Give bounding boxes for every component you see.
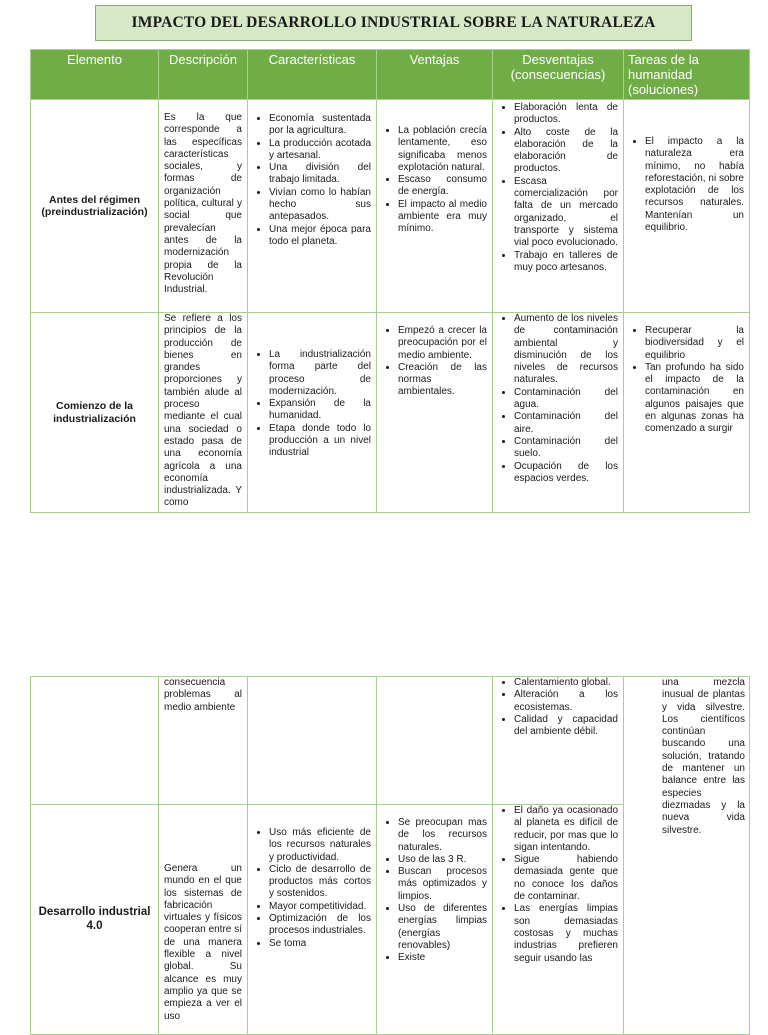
header-elemento: Elemento [31, 50, 159, 100]
list-item: • Calentamiento global. [514, 677, 618, 689]
list-item: • Trabajo en talleres de muy poco artesanos. [514, 250, 618, 275]
table-row [31, 100, 750, 313]
row-disadvantages [493, 677, 624, 805]
list-item: • Una mejor época para todo el planeta. [269, 224, 371, 249]
list-item: • Alto coste de la elaboración de la elaboración de productos. [514, 127, 618, 176]
row-element [31, 677, 159, 805]
list-item: • Empezó a crecer la preocupación por el medio ambiente. [398, 325, 487, 362]
list-item: • Escaso consumo de energía. [398, 174, 487, 199]
list-item: • Tan profundo ha sido el impacto de la contaminación en algunos paisajes que en algunas zonas ha comenzado a surgir [645, 362, 744, 436]
row-element: Antes del régimen (preindustrialización) [31, 100, 159, 313]
list-item: • Una división del trabajo limitada. [269, 162, 371, 187]
row-description: Genera un mundo en el que los sistemas de fabricación virtuales y físicos cooperan entre sí de una manera flexible a nivel global. Su alcance es muy amplio ya que se empieza a ver el uso [159, 805, 248, 1035]
list-item: • El impacto al medio ambiente era muy mínimo. [398, 199, 487, 236]
row-disadvantages [493, 805, 624, 1035]
list-item: • Se toma [269, 938, 371, 950]
row-disadvantages [493, 313, 624, 513]
list-item: • Contaminación del aire. [514, 411, 618, 436]
list-item: • Sigue habiendo demasiada gente que no conoce los daños de contaminar. [514, 854, 618, 903]
list-item: • Calidad y capacidad del ambiente débil. [514, 714, 618, 739]
row-features [248, 100, 377, 313]
document-title: IMPACTO DEL DESARROLLO INDUSTRIAL SOBRE LA NATURALEZA [95, 5, 692, 41]
row-description: consecuencia problemas al medio ambiente [159, 677, 248, 805]
list-item: • La población crecía lentamente, eso significaba menos explotación natural. [398, 125, 487, 174]
row-element: Desarrollo industrial 4.0 [31, 805, 159, 1035]
list-item: • La industrialización forma parte del proceso de modernización. [269, 349, 371, 398]
list-item: • Expansión de la humanidad. [269, 398, 371, 423]
row-tasks [624, 313, 750, 513]
header-caracteristicas: Características [248, 50, 377, 100]
row-features [248, 313, 377, 513]
header-desventajas: Desventajas (consecuencias) [493, 50, 624, 100]
row-element: Comienzo de la industrialización [31, 313, 159, 513]
list-item: • Se preocupan mas de los recursos naturales. [398, 817, 487, 854]
table-row [31, 313, 750, 513]
header-tareas: Tareas de la humanidad (soluciones) [624, 50, 750, 100]
row-advantages [377, 805, 493, 1035]
list-item: • Economía sustentada por la agricultura. [269, 113, 371, 138]
list-item: • Optimización de los procesos industriales. [269, 913, 371, 938]
list-item: • Existe [398, 952, 487, 964]
list-item: • Mayor competitividad. [269, 901, 371, 913]
list-item: • Escasa comercialización por falta de un mercado organizado, el transporte y sistema vial poco evolucionado. [514, 176, 618, 250]
list-item: • Alteración a los ecosistemas. [514, 689, 618, 714]
row-advantages [377, 677, 493, 805]
list-item: • El impacto a la naturaleza era mínimo, no había reforestación, ni sobre explotación de los recursos naturales. Mantenían un equilibrio. [645, 136, 744, 234]
impact-table-continued [30, 676, 750, 1035]
header-descripcion: Descripción [159, 50, 248, 100]
list-item: • Elaboración lenta de productos. [514, 102, 618, 127]
row-advantages [377, 313, 493, 513]
list-item: • Las energías limpias son demasiadas costosas y muchas industrias prefieren seguir usando las [514, 903, 618, 964]
row-tasks [624, 100, 750, 313]
row-features [248, 805, 377, 1035]
row-disadvantages [493, 100, 624, 313]
list-item: • La producción acotada y artesanal. [269, 138, 371, 163]
list-item: • Etapa donde todo lo producción a un nivel industrial [269, 423, 371, 460]
header-ventajas: Ventajas [377, 50, 493, 100]
list-item: • Contaminación del agua. [514, 387, 618, 412]
impact-table [30, 49, 750, 513]
list-item: • Uso más eficiente de los recursos naturales y productividad. [269, 827, 371, 864]
header-row [31, 50, 750, 100]
list-item: • Creación de las normas ambientales. [398, 362, 487, 399]
list-item: • Ocupación de los espacios verdes. [514, 461, 618, 486]
list-item: • El daño ya ocasionado al planeta es difícil de reducir, por mas que lo sigan intentando. [514, 805, 618, 854]
row-advantages [377, 100, 493, 313]
list-item: • Uso de diferentes energías limpias (energías renovables) [398, 903, 487, 952]
row-description: Se refiere a los principios de la producción de bienes en grandes proporciones y también alude al proceso mediante el cual una sociedad o estado pasa de una economía agrícola a una economía industrializada. Y como [159, 313, 248, 513]
list-item: • Aumento de los niveles de contaminación ambiental y disminución de los niveles de recursos naturales. [514, 313, 618, 387]
list-item: • Contaminación del suelo. [514, 436, 618, 461]
list-item: • Uso de las 3 R. [398, 854, 487, 866]
row-description: Es la que corresponde a las específicas características sociales, y formas de organización política, cultural y social que prevalecían antes de la modernización propia de la Revolución Industrial. [159, 100, 248, 313]
row-features [248, 677, 377, 805]
list-item: • Vivían como lo habían hecho sus antepasados. [269, 187, 371, 224]
list-item: • Recuperar la biodiversidad y el equilibrio [645, 325, 744, 362]
list-item: • Ciclo de desarrollo de productos más cortos y sostenidos. [269, 864, 371, 901]
table-row [31, 677, 750, 805]
row-tasks: una mezcla inusual de plantas y vida silvestre. Los científicos continúan buscando una solución, tratando de mantener un balance entre las especies diezmadas y la nueva vida silvestre. [624, 677, 750, 1035]
list-item: • Buscan procesos más optimizados y limpios. [398, 866, 487, 903]
